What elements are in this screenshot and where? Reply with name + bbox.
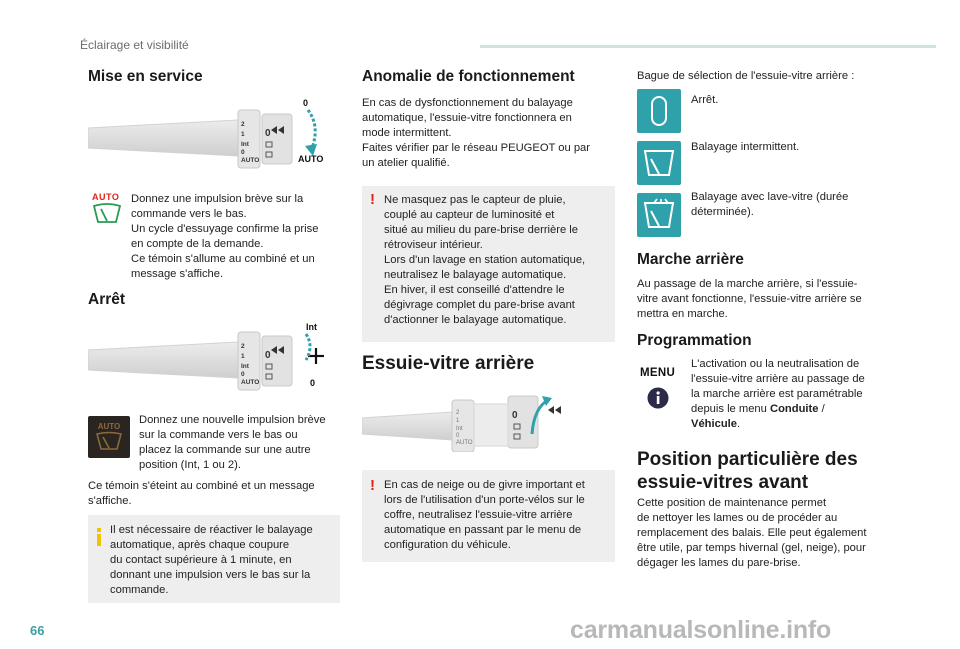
windshield-wiper-off-icon <box>88 431 130 455</box>
svg-text:AUTO: AUTO <box>298 154 324 164</box>
arret-after-text: Ce témoin s'éteint au combiné et un message s'affiche. <box>88 480 315 507</box>
watermark: carmanualsonline.info <box>570 616 832 644</box>
bague-item-intermittent: Balayage intermittent. <box>691 141 800 153</box>
mise-en-service-text: Donnez une impulsion brève sur la commande vers le bas. Un cycle d'essuyage confirme la prise en compte de la demande. Ce témoin s'allume au combiné et un message s'affiche. <box>131 193 319 280</box>
svg-text:0: 0 <box>265 350 271 361</box>
svg-text:Int: Int <box>456 426 463 432</box>
svg-text:AUTO: AUTO <box>241 157 260 164</box>
rear-wiper-washer-icon <box>637 193 681 237</box>
svg-text:1: 1 <box>241 353 245 360</box>
svg-text:0: 0 <box>241 149 245 156</box>
rear-wiper-off-icon <box>637 89 681 133</box>
auto-wiper-off-indicator: AUTO <box>88 416 130 458</box>
marche-arriere-text: Au passage de la marche arrière, si l'essuie- vitre avant fonctionne, l'essuie-vitre arrière se mettra en marche. <box>637 278 862 320</box>
svg-text:0: 0 <box>303 98 309 108</box>
bague-title: Bague de sélection de l'essuie-vitre arrière : <box>637 70 855 82</box>
section-header: Éclairage et visibilité <box>80 38 189 52</box>
header-rule <box>480 45 936 48</box>
svg-text:2: 2 <box>241 343 245 350</box>
heading-programmation: Programmation <box>637 332 752 349</box>
svg-text:1: 1 <box>456 418 460 424</box>
svg-text:AUTO: AUTO <box>456 440 473 446</box>
svg-text:1: 1 <box>241 131 245 138</box>
warning-mark-icon: ! <box>370 191 375 208</box>
rear-wiper-stalk-diagram <box>362 390 612 452</box>
heading-essuie-vitre-arriere: Essuie-vitre arrière <box>362 353 535 374</box>
rear-wiper-intermittent-icon <box>637 141 681 185</box>
menu-path-conduite: Conduite <box>770 403 819 415</box>
svg-text:2: 2 <box>456 410 460 416</box>
heading-position-particuliere: Position particulière des essuie-vitres avant <box>637 449 858 493</box>
svg-text:0: 0 <box>241 371 245 378</box>
svg-text:AUTO: AUTO <box>241 379 260 386</box>
menu-label: MENU <box>640 367 676 379</box>
programmation-text: L'activation ou la neutralisation de l'essuie-vitre arrière au passage de la marche arrière est paramétrable depuis le menu Conduite / Véhicule. <box>691 358 865 430</box>
page-number: 66 <box>30 623 45 638</box>
info-icon <box>646 386 670 410</box>
heading-arret: Arrêt <box>88 291 126 308</box>
wiper-stalk-diagram-int <box>88 316 338 396</box>
svg-text:0: 0 <box>512 410 518 421</box>
anomalie-warning-note: ! Ne masquez pas le capteur de pluie, couplé au capteur de luminosité et situé au milieu du pare-brise derrière le rétroviseur intérieur. Lors d'un lavage en station automatique, neutralisez le balayage automatique. En hiver, il est conseillé d'attendre le dégivrage complet du pare-brise avant d'actionner le balayage automatique. <box>362 186 615 342</box>
svg-text:Int: Int <box>241 141 249 148</box>
heading-mise-en-service: Mise en service <box>88 68 203 85</box>
rear-wiper-warning-note: ! En cas de neige ou de givre important et lors de l'utilisation d'un porte-vélos sur le coffre, neutralisez l'essuie-vitre arrière automatique en passant par le menu de configuration du véhicule. <box>362 470 615 562</box>
svg-text:0: 0 <box>456 433 460 439</box>
svg-text:2: 2 <box>241 121 245 128</box>
arret-text: Donnez une nouvelle impulsion brève sur la commande vers le bas ou placez la commande sur une autre position (Int, 1 ou 2). <box>139 414 326 471</box>
svg-text:0: 0 <box>310 378 316 388</box>
svg-text:0: 0 <box>265 128 271 139</box>
info-mark-icon <box>97 528 102 549</box>
wiper-stalk-diagram-auto <box>88 96 338 176</box>
arret-info-note: Il est nécessaire de réactiver le balayage automatique, après chaque coupure du contact supérieure à 1 minute, en donnant une impulsion vers le bas sur la commande. <box>88 515 340 603</box>
heading-anomalie: Anomalie de fonctionnement <box>362 68 575 85</box>
anomalie-text: En cas de dysfonctionnement du balayage automatique, l'essuie-vitre fonctionnera en mode intermittent. Faites vérifier par le réseau PEUGEOT ou par un atelier qualifié. <box>362 97 590 169</box>
svg-text:Int: Int <box>306 322 317 332</box>
bague-item-arret: Arrêt. <box>691 94 719 106</box>
windshield-wiper-icon <box>92 202 122 224</box>
menu-path-vehicule: Véhicule <box>691 418 738 430</box>
position-text: Cette position de maintenance permet de nettoyer les lames ou de procéder au remplacement des balais. Elle peut également être utile, par temps hivernal (gel, neige), pour dégager les lames du pare-brise. <box>637 497 867 569</box>
svg-text:Int: Int <box>241 363 249 370</box>
auto-wiper-indicator: AUTO <box>92 192 122 229</box>
bague-item-lave-vitre: Balayage avec lave-vitre (durée déterminée). <box>691 191 849 218</box>
warning-mark-icon: ! <box>370 477 375 494</box>
heading-marche-arriere: Marche arrière <box>637 251 744 268</box>
